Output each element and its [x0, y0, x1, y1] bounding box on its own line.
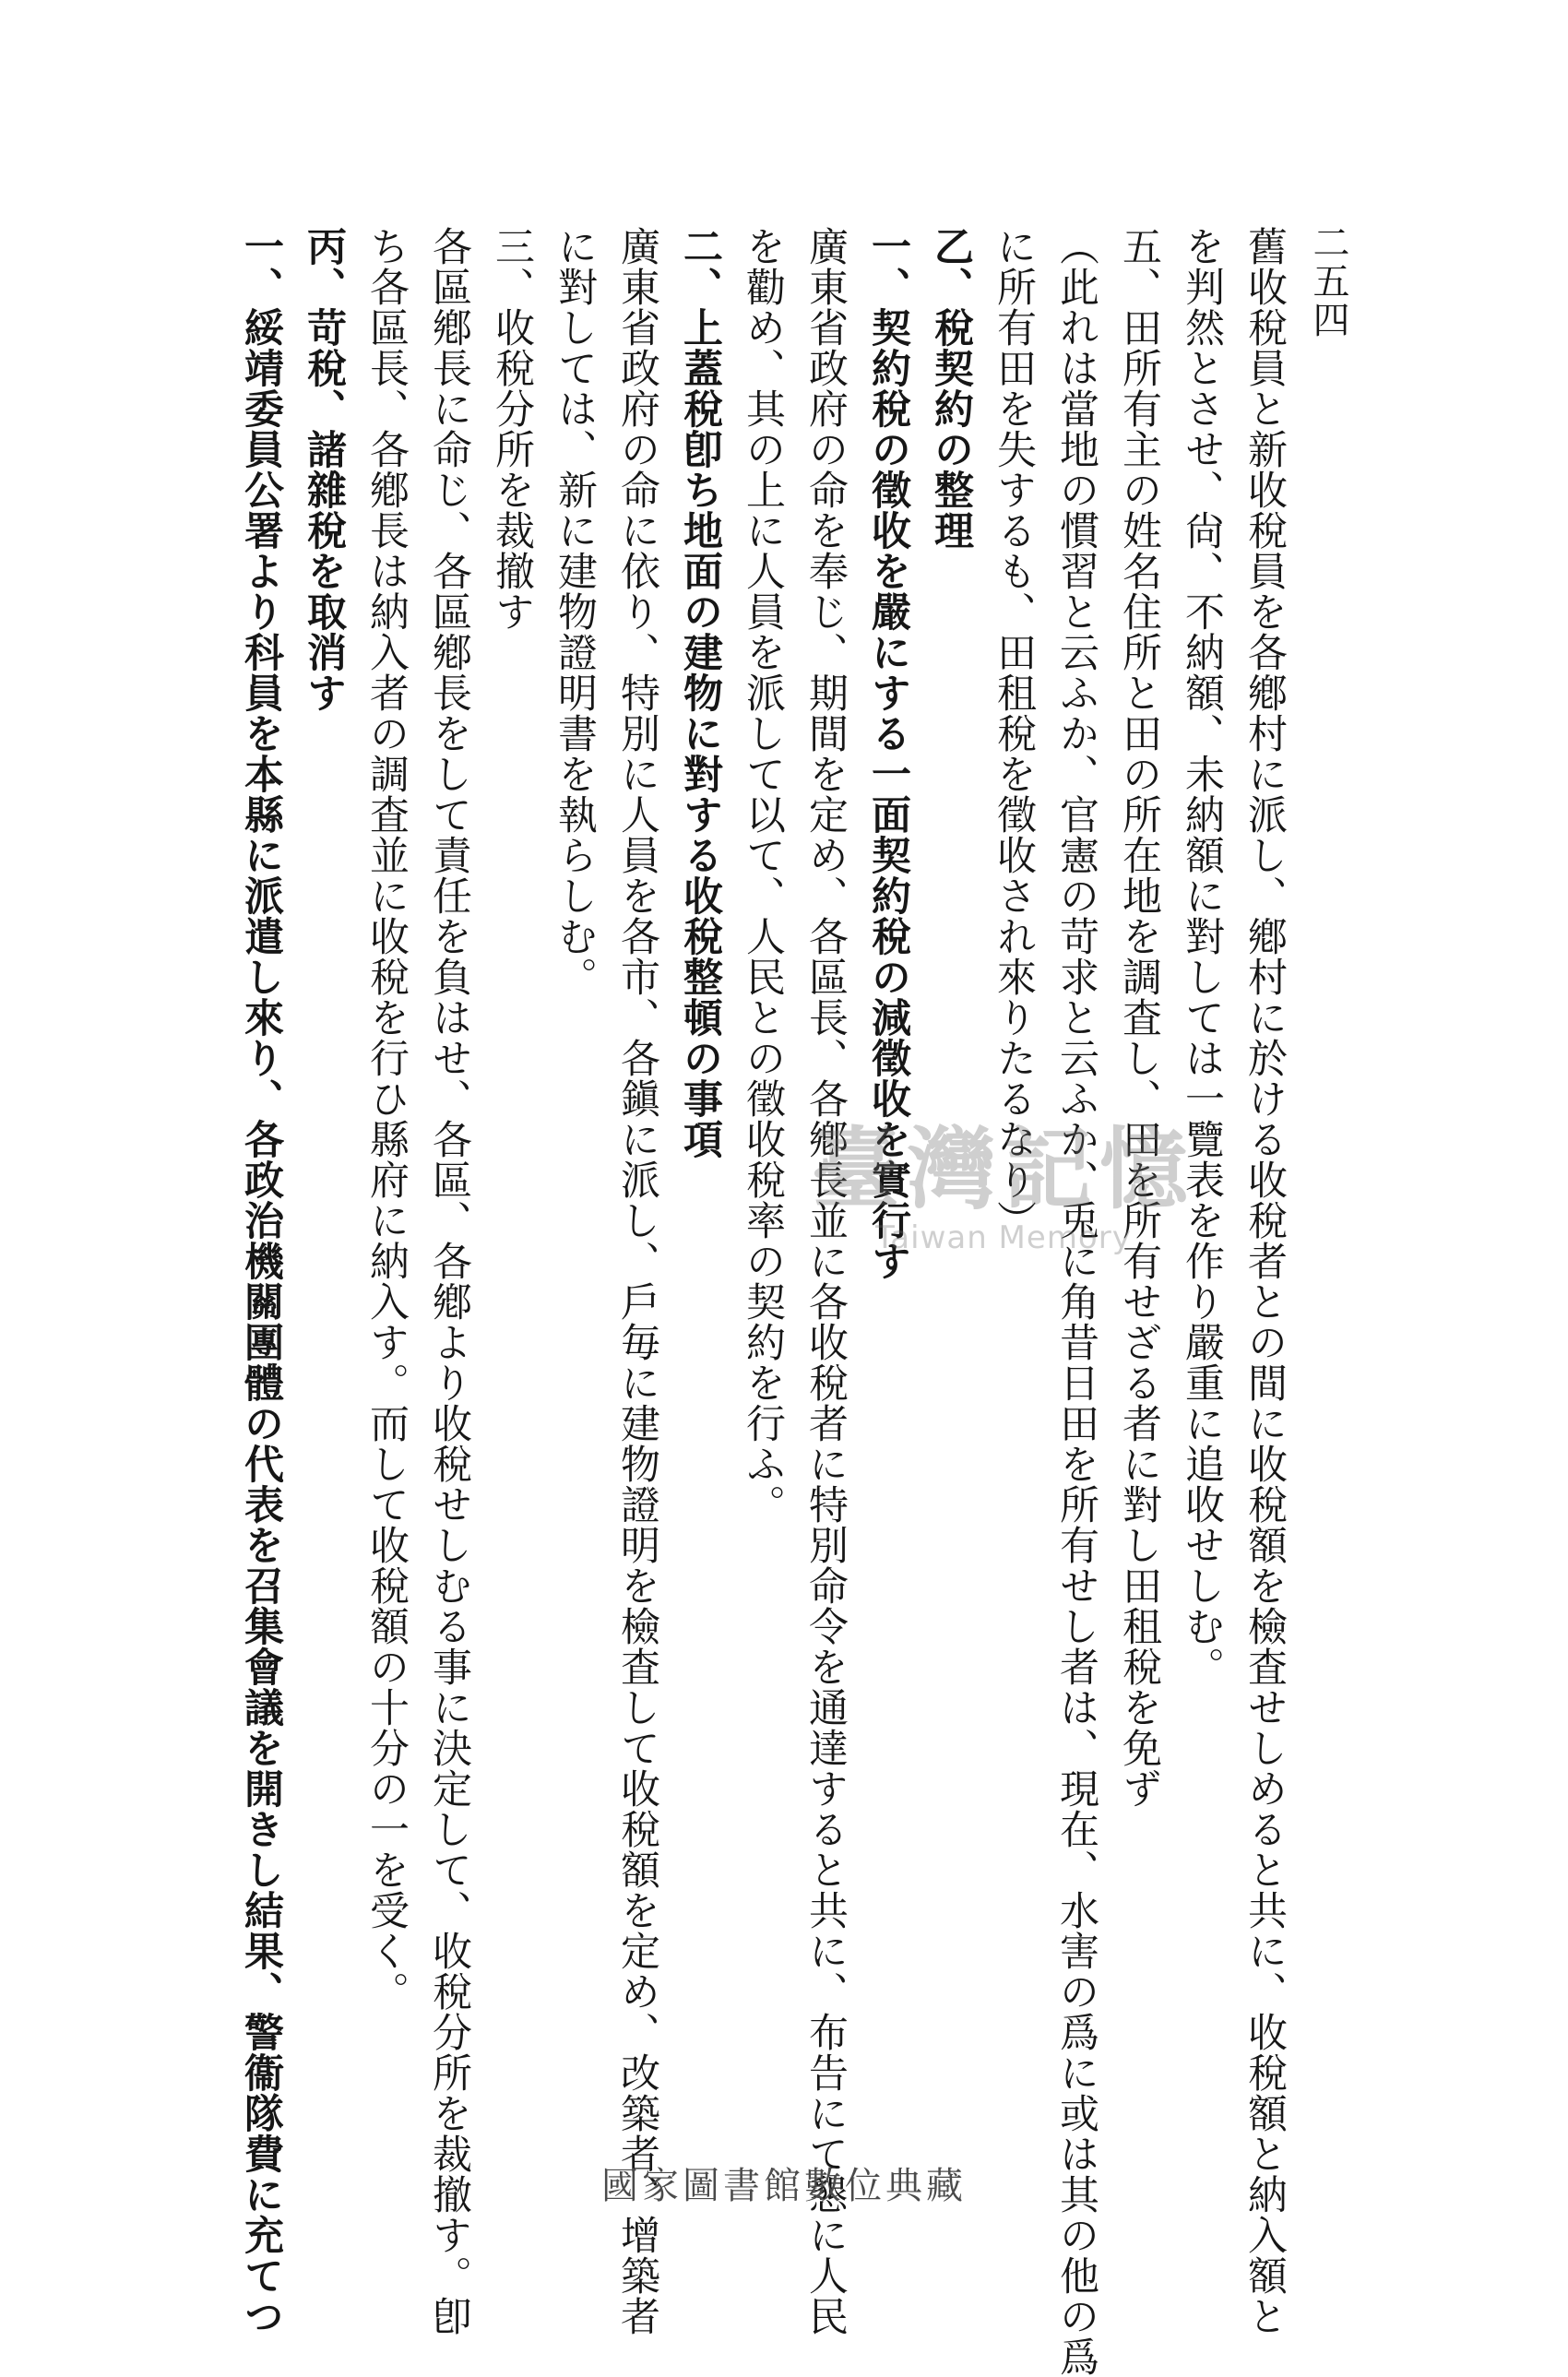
- text-column: ち各區長、各鄕長は納入者の調査並に收稅を行ひ縣府に納入す。而して收稅額の十分の一を受く。: [363, 226, 410, 2012]
- text-column: 三、收稅分所を裁撤す: [489, 226, 535, 632]
- text-column: 廣東省政府の命に依り、特別に人員を各市、各鎭に派し、戶毎に建物證明を檢査して收稅額を定め、改築者、增築者: [614, 226, 660, 2336]
- watermark-sub-text: Taiwan Memory: [875, 1219, 1132, 1256]
- text-column: 各區鄕長に命じ、各區鄕長をして責任を負はせ、各區、各鄕より收稅せしむる事に決定して、收稅分所を裁撤す。卽: [426, 226, 472, 2336]
- text-column: 乙、稅契約の整理: [928, 226, 974, 551]
- page-number: 二五四: [1307, 223, 1349, 339]
- text-column: 舊收稅員と新收稅員を各鄕村に派し、鄕村に於ける收稅者との間に收稅額を檢査せしめると共に、收稅額と納入額と: [1241, 226, 1288, 2336]
- text-column: 二、上蓋稅卽ち地面の建物に對する收稅整頓の事項: [677, 226, 723, 1159]
- footer-archive-label: 國家圖書館數位典藏: [601, 2165, 967, 2207]
- text-column: 丙、苛稅、諸雜稅を取消す: [301, 226, 347, 713]
- text-column: 五、田所有主の姓名住所と田の所在地を調査し、田を所有せざる者に對し田租稅を免ず: [1116, 226, 1162, 1809]
- text-column: 廣東省政府の命を奉じ、期間を定め、各區長、各鄕長並に各收稅者に特別命令を通達すると共に、布告にて懇に人民: [802, 226, 849, 2336]
- text-column: （此れは當地の慣習と云ふか、官憲の苛求と云ふか、兎に角昔日田を所有せし者は、現在、水害の爲に或は其の他の爲: [1053, 226, 1099, 2377]
- text-column: を勸め、其の上に人員を派して以て、人民との徵收稅率の契約を行ふ。: [740, 226, 786, 1525]
- watermark-main-text: 臺灣記憶: [812, 1117, 1195, 1221]
- text-column: 一、契約稅の徵收を嚴にする一面契約稅の減徵收を實行す: [865, 226, 911, 1281]
- text-column: 一、綏靖委員公署より科員を本縣に派遣し來り、各政治機關團體の代表を召集會議を開きし結果、警衞隊費に充てつ: [238, 226, 284, 2336]
- text-column: を判然とさせ、尙、不納額、未納額に對しては一覽表を作り嚴重に追收せしむ。: [1179, 226, 1225, 1687]
- text-column: に對しては、新に建物證明書を執らしむ。: [552, 226, 598, 997]
- text-column: に所有田を失するも、田租稅を徵收され來りたるなり）: [991, 226, 1037, 1241]
